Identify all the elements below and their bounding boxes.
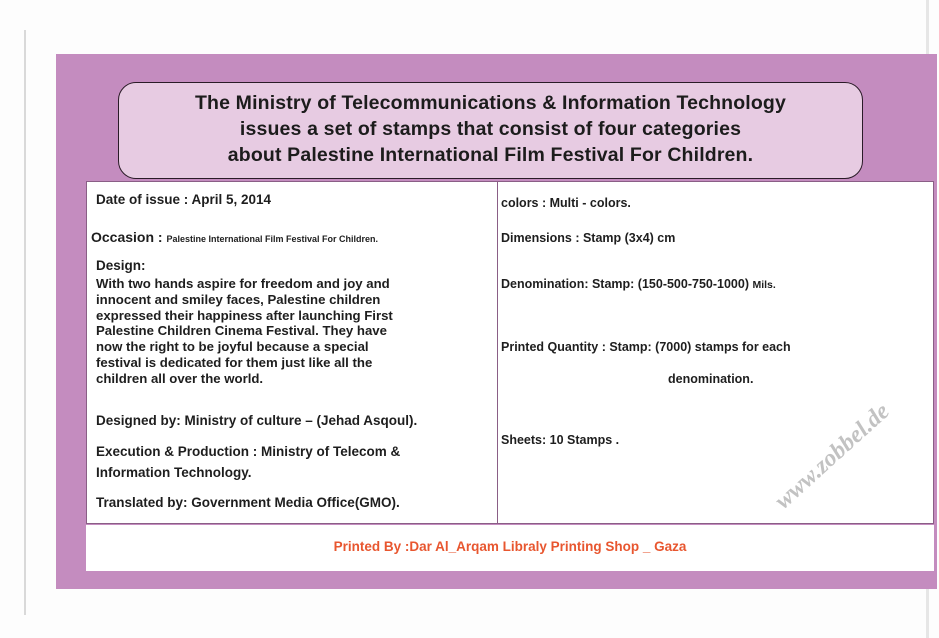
title-line-3: about Palestine International Film Festival For Children. xyxy=(227,144,754,166)
occasion xyxy=(91,229,378,245)
page-edge-left xyxy=(24,30,26,615)
title-line-2: issues a set of stamps that consist of four categories xyxy=(239,118,742,140)
column-divider xyxy=(497,182,498,523)
title-box xyxy=(118,82,863,179)
colors-field: colors : Multi - colors. xyxy=(501,196,631,210)
printer-bar xyxy=(86,525,934,571)
printed-quantity-line-2: denomination. xyxy=(668,372,754,386)
title-line-1: The Ministry of Telecommunications & Information Technology xyxy=(194,92,786,114)
stamp-info-card xyxy=(56,54,937,589)
denomination-field xyxy=(501,277,776,291)
denomination-main: Denomination: Stamp: (150-500-750-1000) xyxy=(501,277,753,291)
printed-quantity-line-1: Printed Quantity : Stamp: (7000) stamps for each xyxy=(501,340,791,354)
sheets-field: Sheets: 10 Stamps . xyxy=(501,433,620,447)
printed-by: Printed By :Dar Al_Arqam Libraly Printing Shop _ Gaza xyxy=(333,539,687,554)
designed-by: Designed by: Ministry of culture – (Jehad Asqoul). xyxy=(96,413,418,428)
dimensions-field: Dimensions : Stamp (3x4) cm xyxy=(501,231,676,245)
watermark: www.zobbel.de xyxy=(770,398,895,515)
execution-line-2: Information Technology. xyxy=(96,465,252,480)
occasion-value: Palestine International Film Festival For Children. xyxy=(166,234,379,244)
design-description: With two hands aspire for freedom and joy and innocent and smiley faces, Palestine children expressed their happiness after launching First Palestine Children Cinema Festival. They have now the right to be joyful because a special festival is dedicated for them just like all the children all over the world. xyxy=(96,276,393,386)
execution-line-1: Execution & Production : Ministry of Telecom & xyxy=(96,444,401,459)
denomination-unit: Mils. xyxy=(752,279,776,291)
translated-by: Translated by: Government Media Office(GMO). xyxy=(96,495,400,510)
date-of-issue: Date of issue : April 5, 2014 xyxy=(96,192,272,207)
occasion-label: Occasion : xyxy=(91,229,167,245)
design-label: Design: xyxy=(96,258,146,273)
